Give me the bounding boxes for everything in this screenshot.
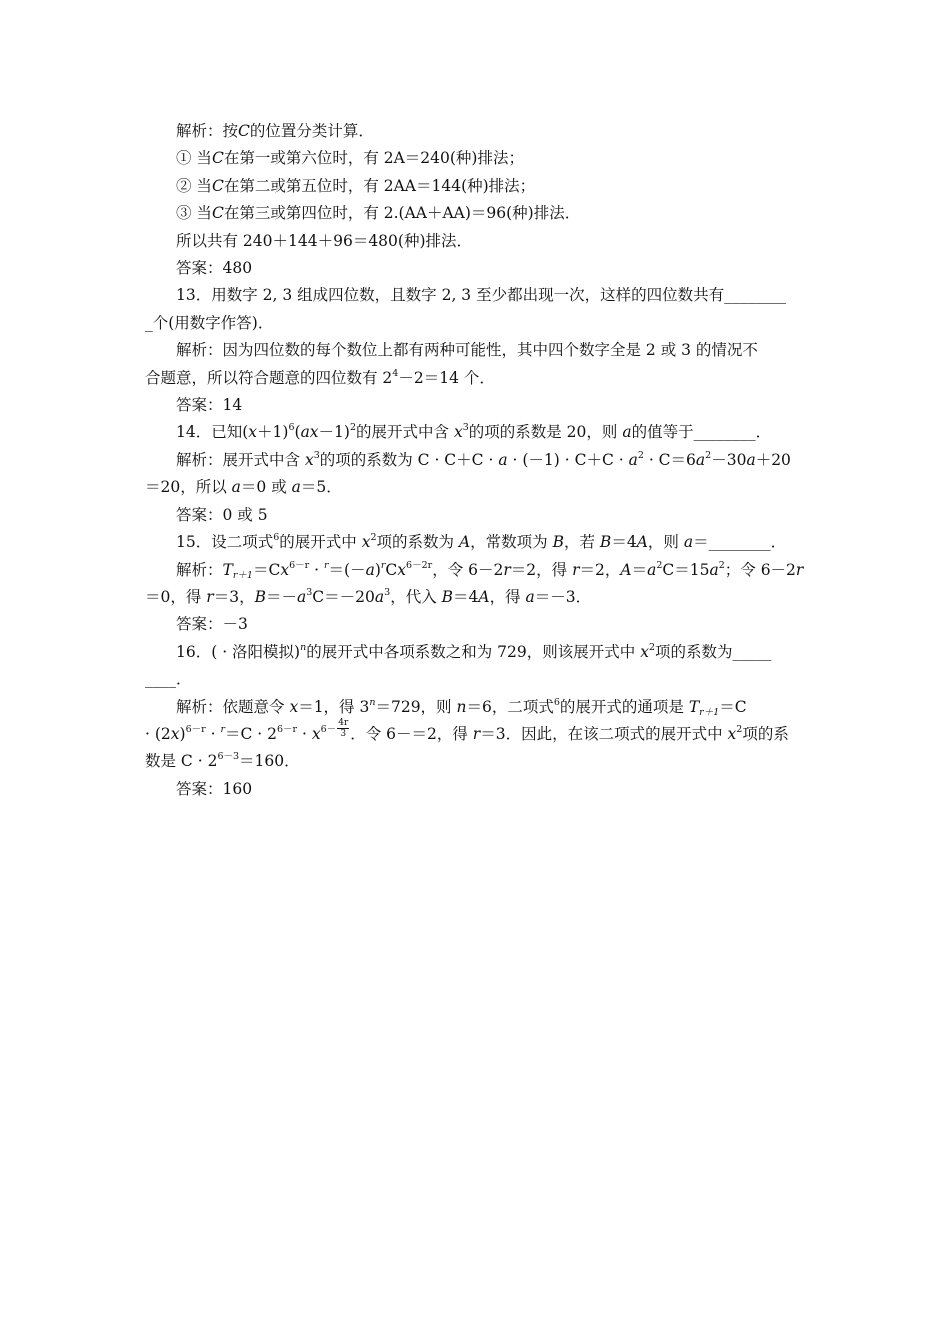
solution-13-cont: 合题意，所以符合题意的四位数有 $2^4-2=14$ 个． — [145, 367, 495, 387]
question-16: 16．( · 洛阳模拟)$^n$的展开式中各项系数之和为 729，则该展开式中 $x^2$项的系数为_____ — [176, 641, 772, 661]
text-line: ③ 当C在第三或第四位时，有 2.(AA＋AA)＝96(种)排法． — [176, 204, 581, 223]
fraction-exponent: $\frac{4r}{3}$ — [338, 718, 349, 740]
answer-16: 答案：160 — [176, 779, 253, 798]
solution-15: 解析：$T_{r+1}=Cx^{6-r} \cdot ^r=(-a)^rCx^{6-2r}$，令 6－2r＝2，得 r＝2，$A=a^2C=15a^2$；令 6－2r — [176, 559, 804, 581]
text-line: ① 当C在第一或第六位时，有 2A＝240(种)排法； — [176, 149, 524, 168]
answer-14: 答案：0 或 5 — [176, 505, 268, 524]
question-15: 15．设二项式$^6$的展开式中 $x^2$项的系数为 A，常数项为 B，若 B＝4A，则 a＝________． — [176, 532, 787, 552]
answer-line: 答案：480 — [176, 259, 253, 278]
question-13: 13．用数字 2, 3 组成四位数，且数字 2, 3 至少都出现一次，这样的四位数共有________ — [176, 286, 787, 305]
solution-16-cont: · $(2x)^{6-r} \cdot ^r=C \cdot 2^{6-r} \cdot x^{6-}$ $\frac{4r}{3}$ ．令 6－＝2，得 r＝3．因此，在该二项式的展开式中 $x^2$项的系 — [145, 718, 789, 743]
solution-16-cont2: 数是 $C \cdot 2^{6-3}=160$． — [145, 751, 300, 771]
question-16-cont: ____． — [145, 670, 192, 689]
answer-15: 答案：－3 — [176, 615, 248, 634]
solution-14: 解析：展开式中含 $x^3$的项的系数为 $C \cdot C+C \cdot a \cdot (-1) \cdot C+C \cdot a^2 \cdot C=6a^2-30a+20$ — [176, 449, 791, 469]
answer-13: 答案：14 — [176, 396, 243, 415]
solution-15-cont: ＝0，得 r＝3，$B=-a^3C=-20a^3$，代入 B＝4A，得 a＝－3． — [145, 586, 592, 606]
question-13-cont: _个(用数字作答)． — [145, 313, 274, 332]
text-line: 所以共有 240＋144＋96＝480(种)排法． — [176, 231, 472, 250]
solution-16: 解析：依题意令 x＝1，得 $3^n=729$，则 n＝6，二项式$^6$的展开式的通项是 $T_{r+1}=C$ — [176, 696, 747, 718]
solution-14-cont: ＝20，所以 a＝0 或 a＝5． — [145, 478, 342, 497]
question-14: 14．已知$(x+1)^6(ax-1)^2$的展开式中含 $x^3$的项的系数是 20，则 a的值等于________． — [176, 422, 772, 442]
solution-13: 解析：因为四位数的每个数位上都有两种可能性，其中四个数字全是 2 或 3 的情况不 — [176, 341, 758, 360]
text-line: 解析：按C的位置分类计算． — [176, 122, 374, 140]
solution-text — [145, 118, 815, 803]
text-line: ② 当C在第二或第五位时，有 2AA＝144(种)排法； — [176, 176, 536, 195]
